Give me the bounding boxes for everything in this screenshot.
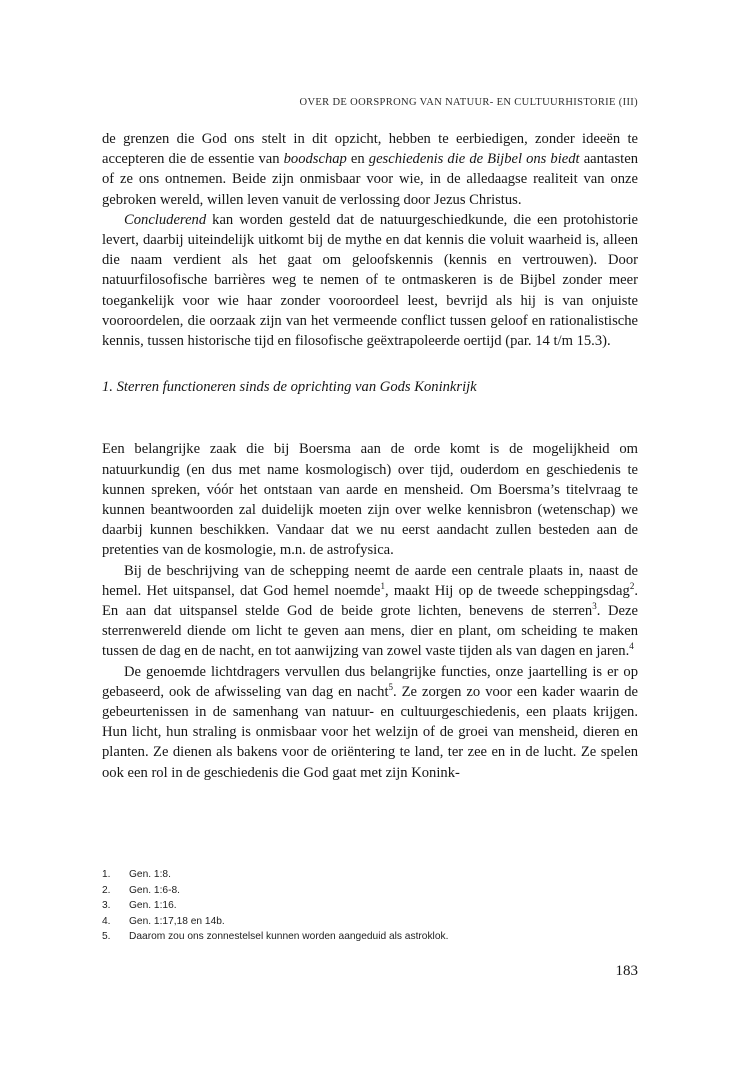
paragraph-4: [102, 561, 638, 662]
paragraph-4-text: . Deze sterrenwereld diende om licht te geven aan mens, dier en plant, om scheiding te maken tussen de dag en de nacht, en tot aanwijzing van zowel vaste tijden als van dagen en jaren.: [102, 603, 638, 660]
footnote-number: 3.: [102, 900, 111, 911]
page-number: 183: [615, 963, 638, 979]
paragraph-4-text: . En aan dat uitspansel stelde God de beide grote lichten, benevens de sterren: [102, 582, 638, 620]
paragraph-5-text: . Ze zorgen zo voor een kader waarin de gebeurtenissen in de samenhang van natuur- en cultuurgeschiedenis, een plaats krijgen. Hun licht, hun straling is onmisbaar voor het welzijn of de groei van mensheid, dieren en planten. Ze dienen als bakens voor de oriëntering te land, ter zee en in de lucht. Ze spelen ook een rol in de geschiedenis die God gaat met zijn Konink-: [102, 683, 638, 781]
emphasis-concluderend: Concluderend: [124, 211, 207, 228]
paragraph-2: [102, 210, 638, 351]
paragraph-1-text: de grenzen die God ons stelt in dit opzicht, hebben te eerbiedigen, zonder ideeën te accepteren die de essentie van: [102, 131, 638, 168]
paragraph-5: [102, 662, 638, 783]
footnote: [102, 898, 638, 914]
footnotes: [102, 867, 638, 945]
footnote-number: 1.: [102, 869, 111, 880]
paragraph-4-text: Bij de beschrijving van de schepping neemt de aarde een centrale plaats in, naast de hemel. Het uitspansel, dat God hemel noemde: [102, 562, 638, 599]
footnote-text: Gen. 1:8.: [129, 869, 171, 880]
footnote-text: Daarom zou ons zonnestelsel kunnen worden aangeduid als astroklok.: [129, 931, 449, 942]
footnote-number: 2.: [102, 884, 111, 896]
footnote: [102, 883, 638, 899]
paragraph-1-text: en: [346, 151, 369, 168]
footnote-text: Gen. 1:17,18 en 14b.: [129, 915, 225, 927]
paragraph-1: [102, 129, 638, 210]
footnote: [102, 867, 638, 883]
footnote-ref-5[interactable]: 5: [388, 682, 394, 693]
paragraph-5-text: De genoemde lichtdragers vervullen dus belangrijke functies, onze jaartelling is er op gebaseerd, ook de afwisseling van dag en nacht: [102, 663, 638, 700]
body-text: [102, 129, 638, 783]
emphasis-boodschap: boodschap: [283, 151, 347, 168]
footnote-number: 4.: [102, 915, 111, 927]
paragraph-3: Een belangrijke zaak die bij Boersma aan de orde komt is de mogelijkheid om natuurkundig (en dus met name kosmologisch) over tijd, ouderdom en geschiedenis te kunnen spreken, vóór het ontstaan van aarde en mensheid. Om Boersma’s titelvraag te kunnen beantwoorden zal duidelijk moeten zijn over welke kennisbron (wetenschap) we daarbij kunnen beschikken. Vandaar dat we nu eerst aandacht zullen besteden aan de pretenties van de kosmologie, m.n. de astrofysica.: [102, 441, 638, 559]
emphasis-geschiedenis: geschiedenis die de Bijbel ons biedt: [368, 151, 580, 168]
footnote-number: 5.: [102, 931, 111, 942]
footnote-ref-2[interactable]: 2: [629, 581, 635, 591]
footnote-text: Gen. 1:6-8.: [129, 884, 180, 896]
footnote-ref-3[interactable]: 3: [592, 601, 597, 612]
section-heading: 1. Sterren functioneren sinds de oprichting van Gods Koninkrijk: [102, 379, 477, 396]
footnote: [102, 914, 638, 930]
paragraph-1-text: aantasten of ze ons ontnemen. Beide zijn onmisbaar voor wie, in de alledaagse realiteit van onze gebroken wereld, willen leven vanuit de verlossing door Jezus Christus.: [102, 151, 638, 208]
running-head: OVER DE OORSPRONG VAN NATUUR- EN CULTUURHISTORIE (III): [299, 97, 638, 108]
footnote-text: Gen. 1:16.: [129, 900, 177, 911]
footnote-ref-4[interactable]: 4: [629, 641, 634, 652]
paragraph-4-text: , maakt Hij op de tweede scheppingsdag: [384, 582, 630, 599]
book-page: [102, 0, 638, 1068]
footnote-ref-1[interactable]: 1: [380, 581, 385, 591]
paragraph-2-text: kan worden gesteld dat de natuurgeschiedkunde, die een protohistorie levert, daarbij uiteindelijk uitkomt bij de mythe en dat kennis die voluit waarheid is, alleen die naam verdient als het gaat om geloofskennis (kennis en vertrouwen). Door natuurfilosofische barrières weg te nemen of te ontmaskeren is de Bijbel zonder meer toegankelijk voor wie haar zonder vooroordeel leest, bevrijd als hij is van onjuiste vooroordelen, die oorzaak zijn van het vermeende conflict tussen geloof en rationalistische kennis, tussen historische tijd en filosofische geëxtrapoleerde oertijd (par. 14 t/m 15.3).: [102, 211, 638, 350]
footnote: [102, 929, 638, 945]
